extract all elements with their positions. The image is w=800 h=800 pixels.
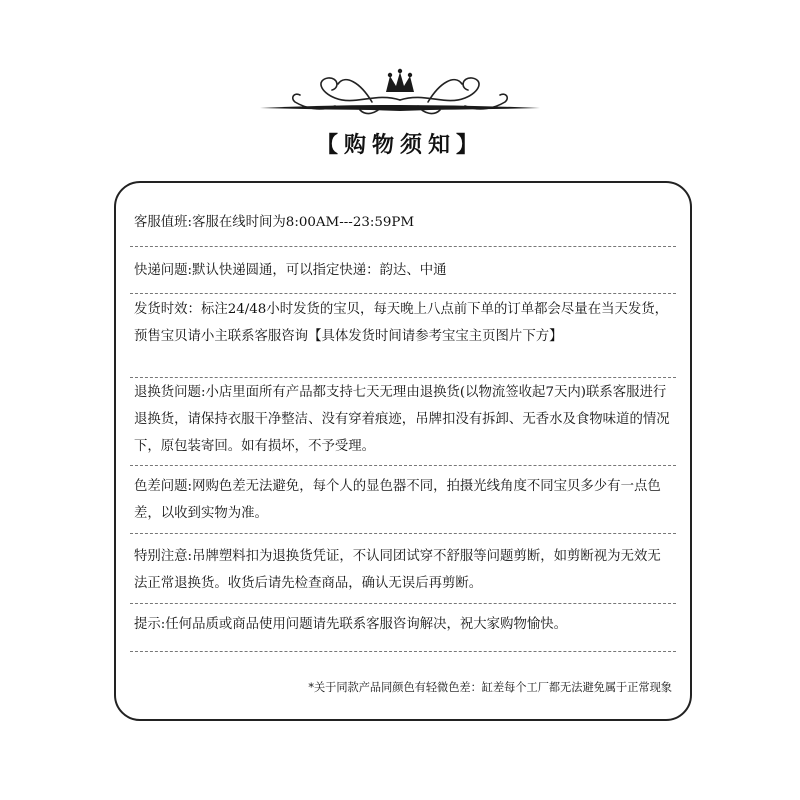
section-divider (130, 533, 676, 534)
notice-shipping-time: 发货时效：标注24/48小时发货的宝贝，每天晚上八点前下单的订单都会尽量在当天发货，预售宝贝请小主联系客服咨询【具体发货时间请参考宝宝主页图片下方】 (134, 302, 669, 344)
section-divider (130, 377, 676, 378)
notice-courier: 快递问题:默认快递圆通，可以指定快递：韵达、中通 (134, 263, 447, 278)
notice-title: 【购物须知】 (315, 133, 484, 158)
section-divider (130, 465, 676, 466)
notice-returns: 退换货问题:小店里面所有产品都支持七天无理由退换货(以物流签收起7天内)联系客服进行退换货，请保持衣服干净整洁、没有穿着痕迹，吊牌扣没有拆卸、无香水及食物味道的情况下，原包装寄回。如有损坏，不予受理。 (134, 385, 670, 454)
notice-card (114, 181, 692, 721)
section-divider (130, 293, 676, 294)
notice-customer-service: 客服值班:客服在线时间为8:00AM---23:59PM (134, 215, 415, 230)
notice-special-attention: 特别注意:吊牌塑料扣为退换货凭证，不认同团试穿不舒服等问题剪断，如剪断视为无效无法正常退换货。收货后请先检查商品，确认无误后再剪断。 (134, 549, 661, 591)
section-divider (130, 246, 676, 247)
section-divider (130, 603, 676, 604)
crown-flourish-ornament (250, 62, 550, 124)
notice-footnote: *关于同款产品同颜色有轻微色差：缸差每个工厂都无法避免属于正常现象 (308, 681, 672, 694)
notice-color-difference: 色差问题:网购色差无法避免，每个人的显色器不同，拍摄光线角度不同宝贝多少有一点色差，以收到实物为准。 (134, 479, 661, 521)
notice-tip: 提示:任何品质或商品使用问题请先联系客服咨询解决，祝大家购物愉快。 (134, 617, 568, 632)
section-divider (130, 651, 676, 652)
